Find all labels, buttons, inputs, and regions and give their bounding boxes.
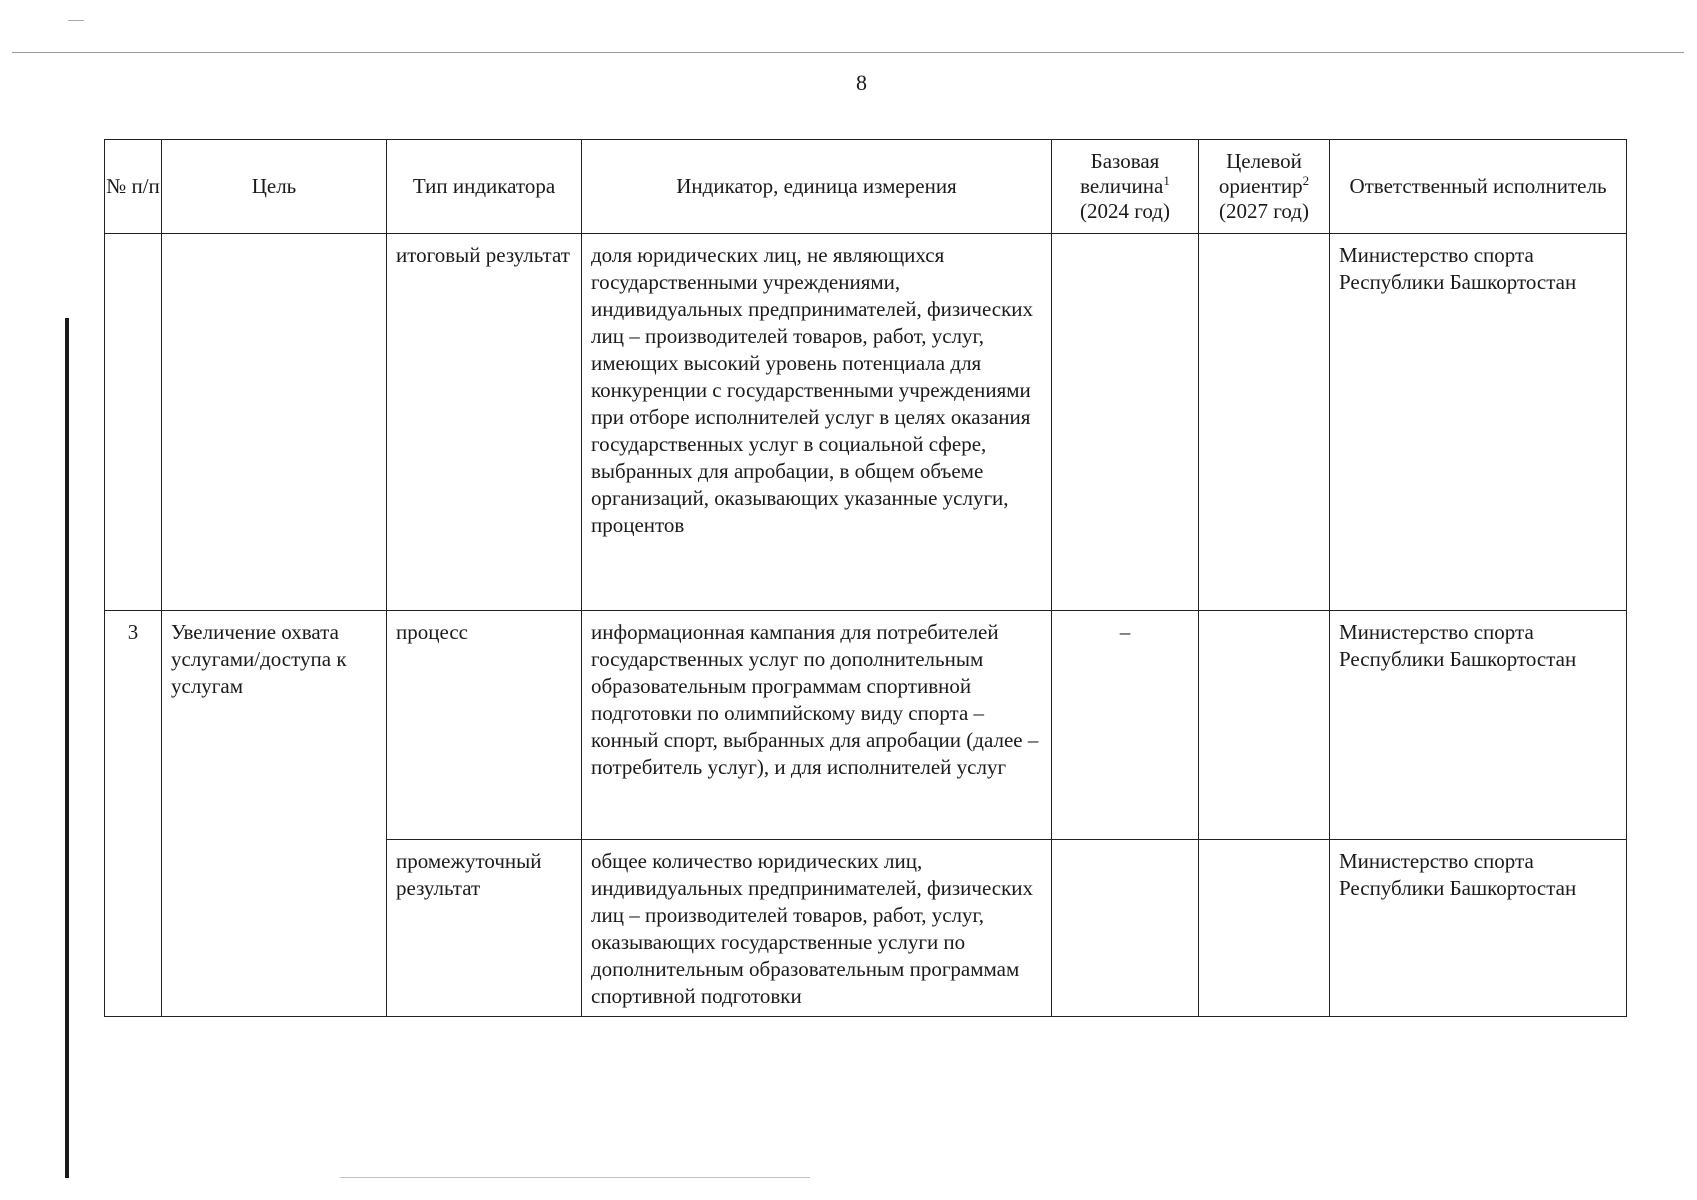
row-indicator-cell: доля юридических лиц, не являющихся государственными учреждениями, индивидуальных предпринимателей, физических лиц – производителей товаров, работ, услуг, имеющих высокий уровень потенциала для конкуренции с государственными учреждениями при отборе исполнителей услуг в целях оказания государственных услуг в социальной сфере, выбранных для апробации, в общем объеме организаций, оказывающих указанные услуги, процентов xyxy=(582,234,1052,611)
row-indicator-cell: общее количество юридических лиц, индивидуальных предпринимателей, физических лиц – производителей товаров, работ, услуг, оказывающих государственные услуги по дополнительным образовательным программам спортивной подготовки xyxy=(582,840,1052,1017)
page-number: 8 xyxy=(856,70,867,95)
header-indicator-type: Тип индикатора xyxy=(387,140,582,234)
row-base-value-cell: – xyxy=(1052,611,1199,840)
row-num-cell: 3 xyxy=(105,611,162,1017)
table-row xyxy=(105,234,1627,611)
row-indicator-type-cell: процесс xyxy=(387,611,582,840)
indicators-table xyxy=(104,139,1627,1017)
row-num-cell xyxy=(105,234,162,611)
header-target xyxy=(1199,140,1330,234)
row-target-cell xyxy=(1199,234,1330,611)
header-target-label: Целевой ориентир xyxy=(1218,149,1303,198)
row-base-value-cell xyxy=(1052,234,1199,611)
row-target-cell xyxy=(1199,611,1330,840)
header-responsible: Ответственный исполнитель xyxy=(1330,140,1627,234)
header-base-value-year: (2024 год) xyxy=(1080,199,1170,223)
row-responsible-cell: Министерство спорта Республики Башкортостан xyxy=(1330,234,1627,611)
row-base-value-cell xyxy=(1052,840,1199,1017)
row-goal-cell: Увеличение охвата услугами/доступа к услугам xyxy=(162,611,387,1017)
header-base-value-footnote: 1 xyxy=(1163,173,1170,188)
binding-bar xyxy=(65,318,69,1178)
corner-mark xyxy=(68,20,84,21)
row-responsible-cell: Министерство спорта Республики Башкортостан xyxy=(1330,611,1627,840)
header-base-value-label: Базовая величина xyxy=(1080,149,1164,198)
bottom-smudge xyxy=(340,1177,810,1178)
header-target-footnote: 2 xyxy=(1302,173,1310,188)
table-row xyxy=(105,611,1627,840)
header-num: № п/п xyxy=(105,140,162,234)
row-responsible-cell: Министерство спорта Республики Башкортостан xyxy=(1330,840,1627,1017)
row-indicator-type-cell: итоговый результат xyxy=(387,234,582,611)
header-base-value xyxy=(1052,140,1199,234)
top-rule xyxy=(12,52,1684,53)
header-indicator: Индикатор, единица измерения xyxy=(582,140,1052,234)
row-indicator-cell: информационная кампания для потребителей государственных услуг по дополнительным образовательным программам спортивной подготовки по олимпийскому виду спорта – конный спорт, выбранных для апробации (далее – потребитель услуг), и для исполнителей услуг xyxy=(582,611,1052,840)
row-target-cell xyxy=(1199,840,1330,1017)
header-target-year: (2027 год) xyxy=(1219,199,1309,223)
row-goal-cell xyxy=(162,234,387,611)
row-indicator-type-cell: промежуточный результат xyxy=(387,840,582,1017)
table-header-row xyxy=(105,140,1627,234)
header-goal: Цель xyxy=(162,140,387,234)
